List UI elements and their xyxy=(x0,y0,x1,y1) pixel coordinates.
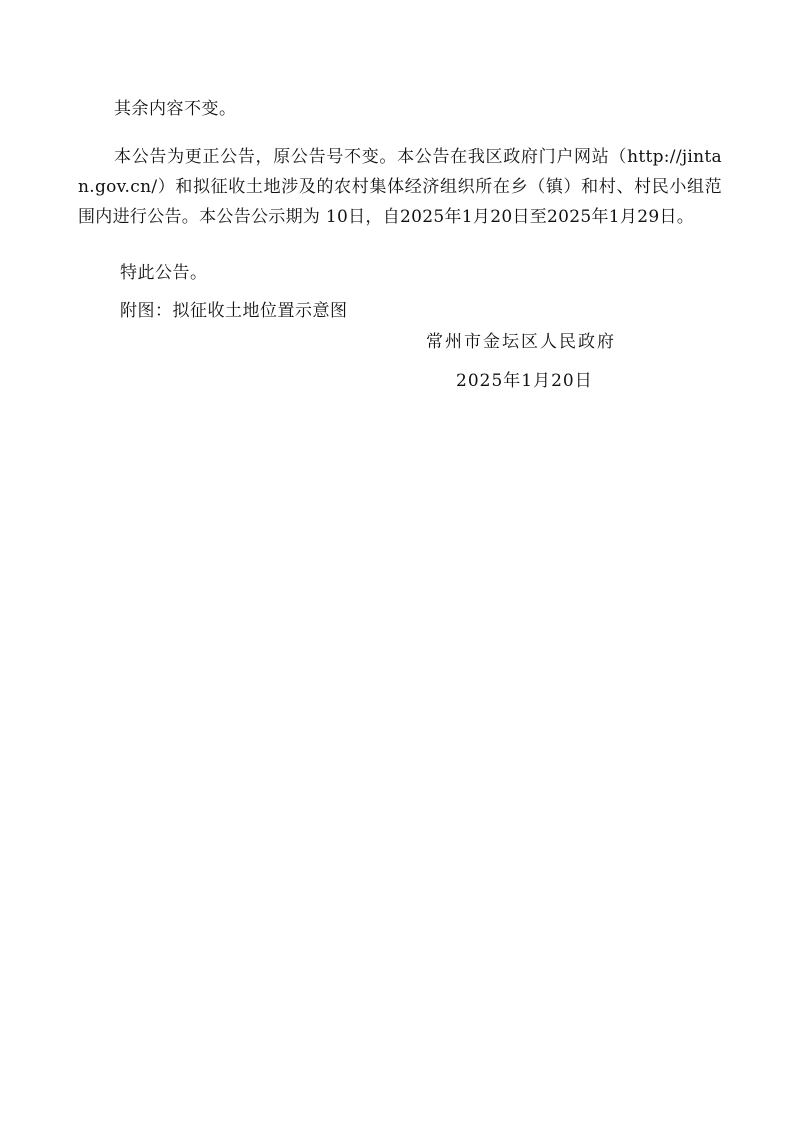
attachment-line: 附图：拟征收土地位置示意图 xyxy=(120,301,348,321)
signature-date: 2025年1月20日 xyxy=(456,371,593,391)
paragraph-correction-notice: 本公告为更正公告，原公告号不变。本公告在我区政府门户网站（http://jintan.gov.cn/）和拟征收土地涉及的农村集体经济组织所在乡（镇）和村、村民小组范围内进行公告。本公告公示期为 10日，自2025年1月20日至2025年1月29日。 xyxy=(78,147,722,227)
closing-statement: 特此公告。 xyxy=(120,263,208,283)
paragraph-remaining-content: 其余内容不变。 xyxy=(114,99,237,119)
signature-organization: 常州市金坛区人民政府 xyxy=(426,332,616,352)
